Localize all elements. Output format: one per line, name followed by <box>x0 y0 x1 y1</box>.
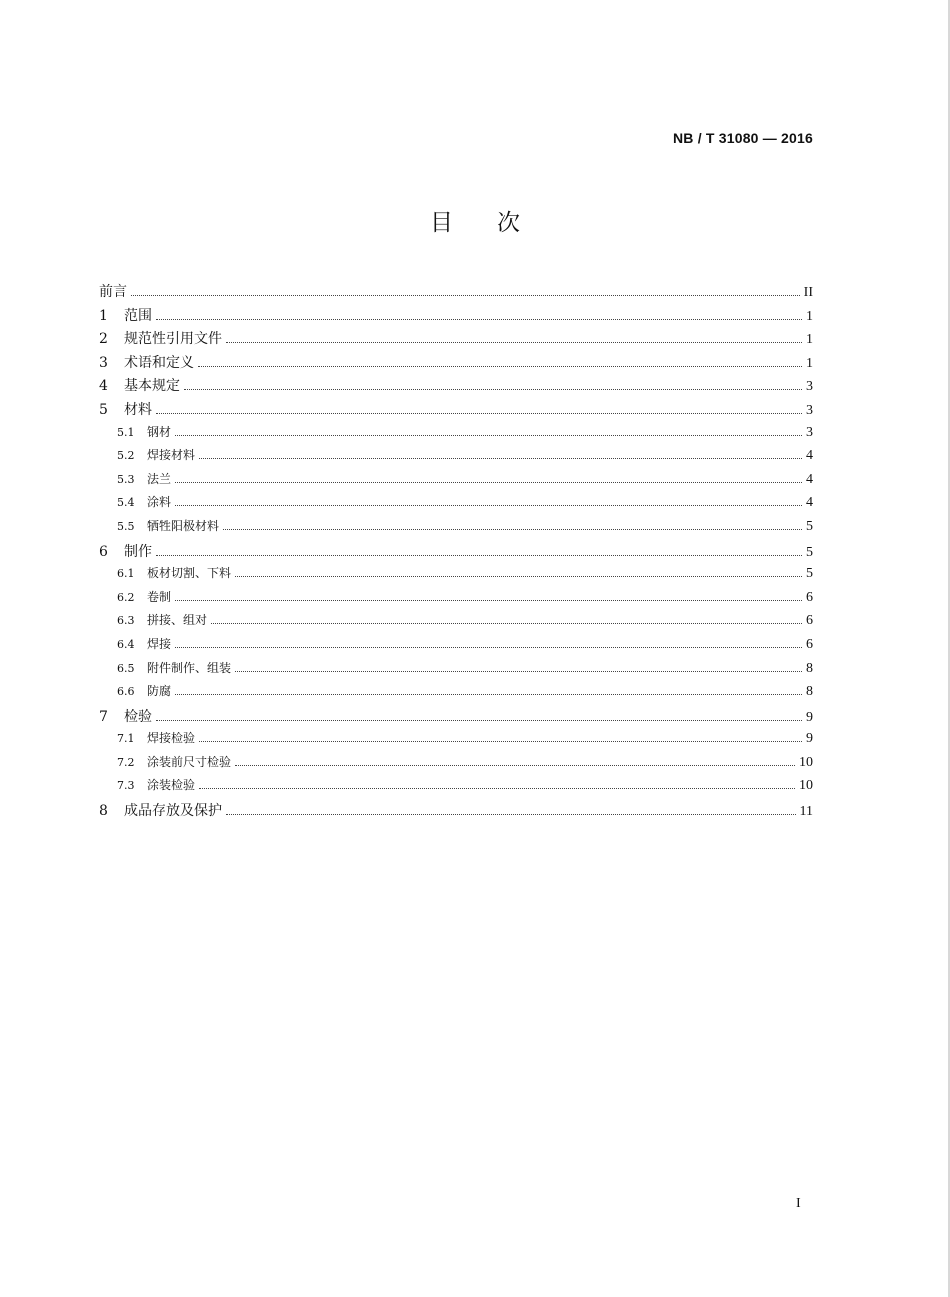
toc-entry-label: 钢材 <box>147 424 172 439</box>
toc-entry-number: 7 <box>99 708 108 725</box>
toc-entry-number: 7.1 <box>117 732 135 746</box>
toc-leader-dots <box>175 481 802 483</box>
toc-leader-dots <box>175 646 802 648</box>
toc-leader-dots <box>175 693 802 695</box>
toc-entry-number: 6.1 <box>117 567 135 581</box>
toc-entry-page: 8 <box>806 684 813 700</box>
toc-entry-page: 5 <box>806 544 813 560</box>
toc-entry-label: 制作 <box>124 543 152 560</box>
toc-leader-dots <box>175 599 802 601</box>
toc-entry-label: 防腐 <box>147 684 172 699</box>
toc-entry[interactable] <box>99 729 813 753</box>
toc-entry[interactable] <box>99 776 813 800</box>
toc-entry-label: 法兰 <box>147 471 172 486</box>
page-number: I <box>796 1196 801 1211</box>
toc-entry-page: II <box>803 285 813 300</box>
toc-entry[interactable] <box>99 588 813 612</box>
toc-entry-number: 5 <box>99 401 108 418</box>
toc-entry[interactable] <box>99 399 813 423</box>
toc-entry-number: 6 <box>99 543 108 560</box>
toc-entry-number: 5.1 <box>117 425 135 439</box>
toc-entry[interactable] <box>99 682 813 706</box>
toc-entry-number: 5.4 <box>117 496 135 510</box>
toc-leader-dots <box>175 434 802 436</box>
toc-entry[interactable] <box>99 706 813 730</box>
toc-entry-label: 涂装前尺寸检验 <box>147 754 232 769</box>
toc-entry[interactable] <box>99 281 813 305</box>
toc-leader-dots <box>156 719 802 721</box>
toc-entry-page: 5 <box>806 518 813 534</box>
toc-entry[interactable] <box>99 375 813 399</box>
toc-entry[interactable] <box>99 659 813 683</box>
toc-entry[interactable] <box>99 541 813 565</box>
toc-entry-label: 焊接检验 <box>147 731 196 746</box>
toc-entry-number: 6.5 <box>117 661 135 675</box>
toc-entry-page: 9 <box>806 731 813 747</box>
toc-entry-page: 3 <box>806 402 813 418</box>
toc-entry-page: 4 <box>806 495 813 511</box>
toc-entry-number: 5.2 <box>117 449 135 463</box>
toc-entry-page: 6 <box>806 613 813 629</box>
toc-leader-dots <box>211 622 802 624</box>
toc-entry[interactable] <box>99 753 813 777</box>
toc-leader-dots <box>199 787 795 789</box>
toc-entry[interactable] <box>99 446 813 470</box>
toc-entry-number: 5.3 <box>117 472 135 486</box>
toc-entry-number: 1 <box>99 307 108 324</box>
toc-entry-page: 8 <box>806 660 813 676</box>
toc-entry-number: 6.3 <box>117 614 135 628</box>
toc-entry-page: 5 <box>806 566 813 582</box>
toc-entry-number: 6.6 <box>117 685 135 699</box>
toc-entry[interactable] <box>99 635 813 659</box>
toc-leader-dots <box>175 504 802 506</box>
toc-entry-number: 6.4 <box>117 637 135 651</box>
toc-leader-dots <box>198 365 802 367</box>
table-of-contents <box>99 281 813 824</box>
toc-entry-label: 涂装检验 <box>147 778 196 793</box>
toc-leader-dots <box>226 813 796 815</box>
toc-entry-number: 6.2 <box>117 590 135 604</box>
toc-entry-label: 规范性引用文件 <box>124 331 222 348</box>
toc-entry-label: 卷制 <box>147 589 172 604</box>
toc-entry-label: 术语和定义 <box>124 354 194 371</box>
standard-code: NB / T 31080 — 2016 <box>673 130 813 146</box>
toc-entry[interactable] <box>99 564 813 588</box>
toc-entry-number: 7.3 <box>117 779 135 793</box>
toc-entry[interactable] <box>99 611 813 635</box>
toc-leader-dots <box>131 294 800 296</box>
toc-entry-label: 检验 <box>124 708 152 725</box>
toc-entry-label: 焊接 <box>147 636 172 651</box>
toc-entry-label: 材料 <box>124 401 152 418</box>
toc-entry[interactable] <box>99 493 813 517</box>
toc-entry-page: 1 <box>806 355 813 371</box>
toc-entry-number: 8 <box>99 803 108 820</box>
toc-leader-dots <box>156 318 802 320</box>
toc-entry[interactable] <box>99 305 813 329</box>
toc-entry[interactable] <box>99 517 813 541</box>
toc-leader-dots <box>223 528 802 530</box>
toc-entry-number: 3 <box>99 354 108 371</box>
toc-entry-page: 10 <box>799 778 813 794</box>
toc-title: 目次 <box>430 210 564 236</box>
toc-entry-page: 4 <box>806 471 813 487</box>
toc-entry-label: 焊接材料 <box>147 448 196 463</box>
toc-leader-dots <box>235 670 802 672</box>
toc-entry[interactable] <box>99 328 813 352</box>
toc-entry-page: 1 <box>806 332 813 348</box>
toc-entry-page: 10 <box>799 754 813 770</box>
toc-entry-page: 6 <box>806 636 813 652</box>
toc-entry-page: 6 <box>806 589 813 605</box>
toc-entry[interactable] <box>99 470 813 494</box>
toc-entry-page: 11 <box>799 804 813 820</box>
toc-leader-dots <box>235 764 795 766</box>
toc-entry-label: 拼接、组对 <box>147 613 208 628</box>
toc-entry-number: 7.2 <box>117 755 135 769</box>
toc-leader-dots <box>156 412 802 414</box>
toc-entry-number: 2 <box>99 331 108 348</box>
toc-entry-page: 3 <box>806 379 813 395</box>
toc-entry-page: 9 <box>806 709 813 725</box>
toc-entry-label: 牺牲阳极材料 <box>147 518 220 533</box>
toc-entry-page: 3 <box>806 424 813 440</box>
toc-entry-label: 成品存放及保护 <box>124 803 222 820</box>
toc-leader-dots <box>235 575 802 577</box>
toc-entry[interactable] <box>99 352 813 376</box>
toc-entry[interactable] <box>99 800 813 824</box>
toc-leader-dots <box>156 554 802 556</box>
toc-entry-label: 前言 <box>99 284 127 300</box>
toc-entry-number: 5.5 <box>117 519 135 533</box>
toc-leader-dots <box>184 388 802 390</box>
toc-entry-page: 1 <box>806 308 813 324</box>
toc-entry-label: 附件制作、组装 <box>147 660 232 675</box>
toc-entry-label: 涂料 <box>147 495 172 510</box>
toc-entry-number: 4 <box>99 378 108 395</box>
toc-entry-label: 板材切割、下料 <box>147 566 232 581</box>
toc-entry-label: 范围 <box>124 307 152 324</box>
toc-entry-label: 基本规定 <box>124 378 180 395</box>
toc-entry[interactable] <box>99 423 813 447</box>
toc-leader-dots <box>226 341 802 343</box>
toc-entry-page: 4 <box>806 448 813 464</box>
toc-leader-dots <box>199 740 802 742</box>
toc-leader-dots <box>199 457 802 459</box>
